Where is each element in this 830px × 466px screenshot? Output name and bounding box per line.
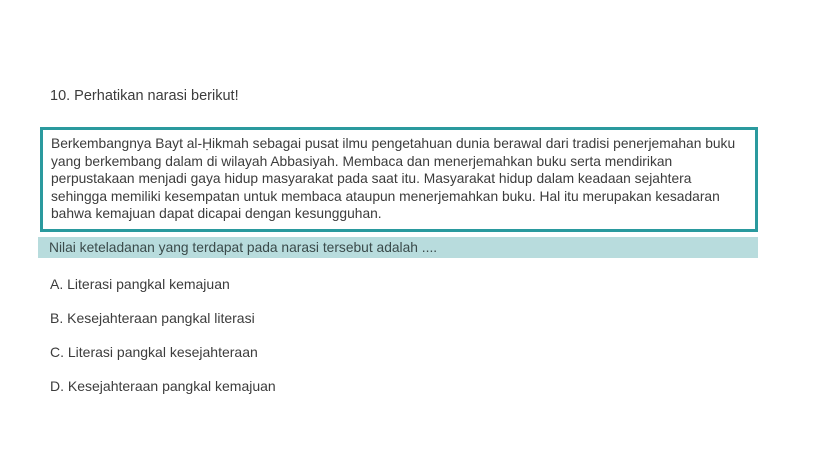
option-c: C. Literasi pangkal kesejahteraan xyxy=(50,344,258,360)
question-prompt-highlight: Nilai keteladanan yang terdapat pada narasi tersebut adalah .... xyxy=(38,237,758,258)
option-d: D. Kesejahteraan pangkal kemajuan xyxy=(50,378,276,394)
question-number-line: 10. Perhatikan narasi berikut! xyxy=(50,88,239,104)
answer-options-list xyxy=(50,276,276,412)
option-a: A. Literasi pangkal kemajuan xyxy=(50,276,230,292)
passage-box xyxy=(40,127,758,232)
passage-text: Berkembangnya Bayt al-Ḥikmah sebagai pusat ilmu pengetahuan dunia berawal dari tradisi penerjemahan buku yang berkembang dalam di wilayah Abbasiyah. Membaca dan menerjemahkan buku serta mendirikan perpustakaan menjadi gaya hidup masyarakat pada saat itu. Masyarakat hidup dalam keadaan sejahtera sehingga memiliki kesempatan untuk membaca ataupun menerjemahkan buku. Hal itu merupakan kesadaran bahwa kemajuan dapat dicapai dengan kesungguhan. xyxy=(51,136,736,222)
option-b: B. Kesejahteraan pangkal literasi xyxy=(50,310,255,326)
